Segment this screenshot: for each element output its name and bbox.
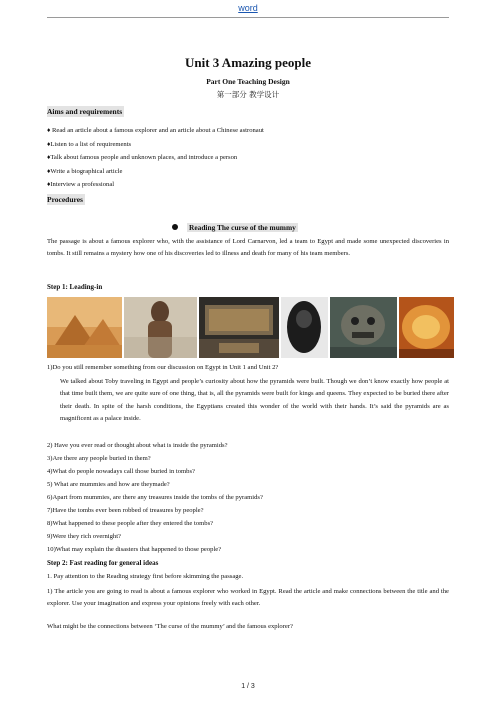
reading-title: Reading The curse of the mummy: [189, 223, 296, 232]
page-title: Unit 3 Amazing people: [184, 55, 312, 70]
step1-heading: Step 1: Leading-in: [47, 283, 103, 291]
aims-item: ♦ Read an article about a famous explorer and an article about a Chinese astronaut: [47, 127, 264, 134]
mummy-figure-photo: [124, 297, 197, 358]
pyramids-photo: [47, 297, 122, 358]
animal-mummy-photo: [330, 297, 397, 358]
step1-question: 7)Have the tombs ever been robbed of treasures by people?: [47, 507, 204, 514]
aims-item: ♦Listen to a list of requirements: [47, 140, 132, 148]
reading-intro: The passage is about a famous explorer who, with the assistance of Lord Carnarvon, led a team to Egypt and made some unexpected discoveries in tombs. It still remains a mystery how one of his discoveries led to illness and death for many of his team members.: [47, 238, 449, 257]
step1-question: 3)Are there any people buried in them?: [47, 455, 151, 462]
step1-question: 5) What are mummies and how are theymade?: [47, 481, 170, 488]
header-rule: [47, 17, 449, 18]
step1-question: 6)Apart from mummies, are there any treasures inside the tombs of the pyramids?: [47, 494, 263, 501]
step2-item-2: 1) The article you are going to read is about a famous explorer who worked in Egypt. Read the article and make connections between the title and the explorer. Use your imagination and express your opinions freely with each other.: [47, 588, 449, 607]
aims-item: ♦Talk about famous people and unknown places, and introduce a person: [47, 154, 238, 161]
page-subtitle: Part One Teaching Design: [206, 77, 290, 86]
black-white-mummy-photo: [281, 297, 328, 358]
reading-heading: [172, 222, 298, 233]
museum-display-photo: [199, 297, 279, 358]
step2-heading: Step 2: Fast reading for general ideas: [47, 559, 159, 567]
step1-question: 4)What do people nowadays call those buried in tombs?: [47, 468, 195, 475]
mummy-photo-strip: [47, 297, 457, 358]
step1-question-1: 1)Do you still remember something from our discussion on Egypt in Unit 1 and Unit 2?: [47, 364, 279, 371]
step2-item-1: 1. Pay attention to the Reading strategy first before skimming the passage.: [47, 573, 244, 580]
procedures-heading: Procedures: [47, 195, 83, 204]
step1-question: 8)What happened to these people after they entered the tombs?: [47, 520, 214, 527]
aims-heading: Aims and requirements: [47, 107, 123, 116]
page-subtitle-chinese: 第一部分 教学设计: [216, 90, 280, 99]
aims-list: [47, 124, 449, 192]
header-link[interactable]: word: [238, 3, 258, 13]
step1-question: 10)What may explain the disasters that happened to those people?: [47, 546, 222, 553]
page-number: 1 / 3: [241, 683, 255, 690]
step1-question: 9)Were they rich overnight?: [47, 533, 121, 540]
bullet-dot-icon: [172, 224, 178, 230]
step2-question: What might be the connections between ‘The curse of the mummy’ and the famous explorer?: [47, 623, 293, 630]
step1-question: 2) Have you ever read or thought about what is inside the pyramids?: [47, 442, 228, 449]
golden-mummy-photo: [399, 297, 454, 358]
aims-item: ♦Interview a professional: [47, 181, 115, 188]
step1-answer: We talked about Toby traveling in Egypt and people’s curiosity about how the pyramids were built. Though we don’t know exactly how people at that time built them, we are quite sure of one thing, that is, all the pyramids were built for kings and queens. They expected to be buried there after their death. In spite of the harsh conditions, the Egyptians created this wonder of the world with their hands. It’s said the pyramids are as magnificent as a palace inside.: [60, 378, 449, 422]
aims-item: ♦Write a biographical article: [47, 167, 123, 175]
